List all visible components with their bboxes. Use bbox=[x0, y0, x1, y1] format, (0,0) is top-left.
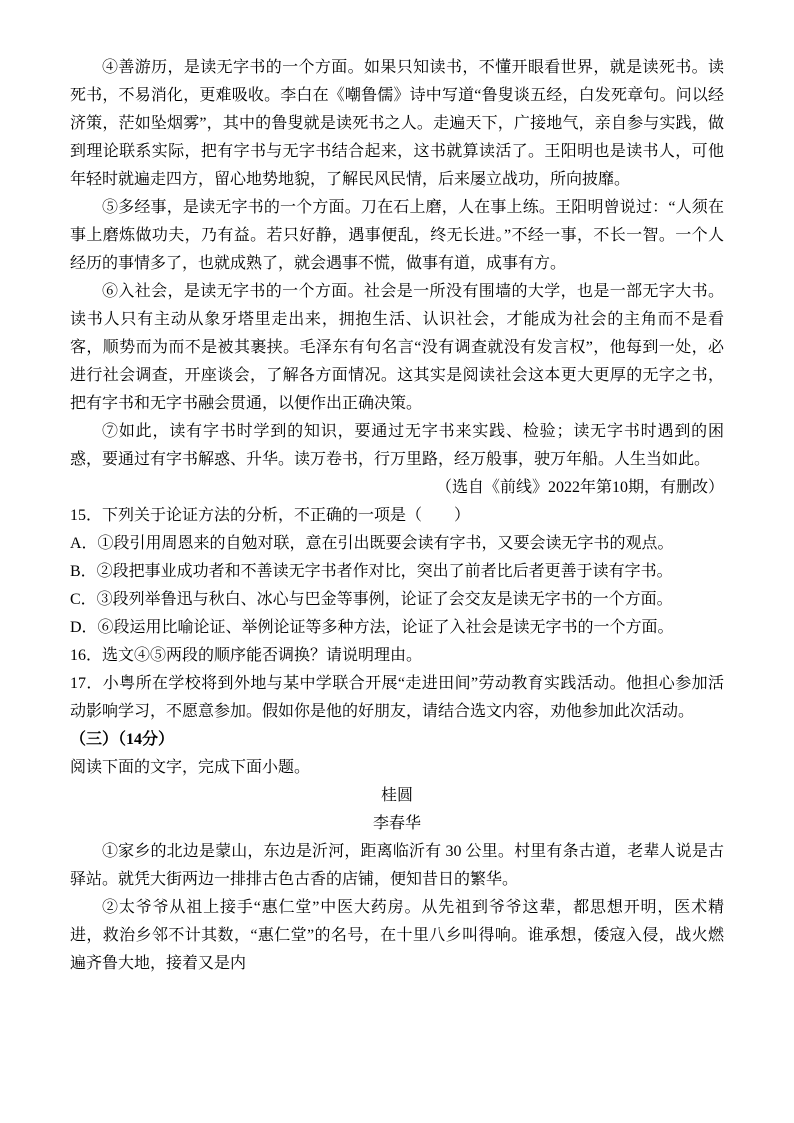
essay-paragraph-6: ⑥入社会，是读无字书的一个方面。社会是一所没有围墙的大学，也是一部无字大书。读书人只有主动从象牙塔里走出来，拥抱生活、认识社会，才能成为社会的主角而不是看客，顺势而为而不是被其裹挟。毛泽东有句名言“没有调查就没有发言权”，他每到一处，必进行社会调查，开座谈会，了解各方面情况。这其实是阅读社会这本更大更厚的无字之书，把有字书和无字书融会贯通，以便作出正确决策。 bbox=[70, 283, 724, 412]
question-15-option-a: A．①段引用周恩来的自勉对联，意在引出既要会读有字书，又要会读无字书的观点。 bbox=[70, 535, 674, 552]
section-3-heading: （三）（14分） bbox=[70, 731, 175, 748]
reading-author: 李春华 bbox=[372, 815, 421, 832]
essay-paragraph-7: ⑦如此，读有字书时学到的知识，要通过无字书来实践、检验；读无字书时遇到的困惑，要通过有字书解惑、升华。读万卷书，行万里路，经万般事，驶万年船。人生当如此。 bbox=[70, 423, 724, 468]
essay-paragraph-4: ④善游历，是读无字书的一个方面。如果只知读书，不懂开眼看世界，就是读死书。读死书，不易消化，更难吸收。李白在《嘲鲁儒》诗中写道“鲁叟谈五经，白发死章句。问以经济策，茫如坠烟雾”，其中的鲁叟就是读死书之人。走遍天下，广接地气，亲自参与实践，做到理论联系实际，把有字书与无字书结合起来，这书就算读活了。王阳明也是读书人，可他年轻时就遍走四方，留心地势地貌，了解民风民情，后来屡立战功，所向披靡。 bbox=[70, 59, 724, 188]
essay-paragraph-5: ⑤多经事，是读无字书的一个方面。刀在石上磨，人在事上练。王阳明曾说过：“人须在事上磨炼做功夫，乃有益。若只好静，遇事便乱，终无长进。”不经一事，不长一智。一个人经历的事情多了，也就成熟了，就会遇事不慌，做事有道，成事有方。 bbox=[70, 199, 724, 272]
question-15-stem: 15．下列关于论证方法的分析，不正确的一项是（ ） bbox=[70, 507, 471, 524]
reading-paragraph-2: ②太爷爷从祖上接手“惠仁堂”中医大药房。从先祖到爷爷这辈，都思想开明，医术精进，救治乡邻不计其数，“惠仁堂”的名号，在十里八乡叫得响。谁承想，倭寇入侵，战火燃遍齐鲁大地，接着又是内 bbox=[70, 899, 724, 972]
reading-title: 桂圆 bbox=[380, 787, 413, 804]
question-16: 16．选文④⑤两段的顺序能否调换？请说明理由。 bbox=[70, 647, 423, 664]
question-15-option-b: B．②段把事业成功者和不善读无字书者作对比，突出了前者比后者更善于读有字书。 bbox=[70, 563, 673, 580]
question-15-option-c: C．③段列举鲁迅与秋白、冰心与巴金等事例，论证了会交友是读无字书的一个方面。 bbox=[70, 591, 673, 608]
source-attribution: （选自《前线》2022年第10期，有删改） bbox=[435, 479, 724, 496]
reading-paragraph-1: ①家乡的北边是蒙山，东边是沂河，距离临沂有 30 公里。村里有条古道，老辈人说是古驿站。就凭大街两边一排排古色古香的店铺，便知昔日的繁华。 bbox=[70, 843, 724, 888]
question-15-option-d: D．⑥段运用比喻论证、举例论证等多种方法，论证了入社会是读无字书的一个方面。 bbox=[70, 619, 674, 636]
section-3-intro: 阅读下面的文字，完成下面小题。 bbox=[70, 759, 311, 776]
question-17: 17．小粤所在学校将到外地与某中学联合开展“走进田间”劳动教育实践活动。他担心参加活动影响学习，不愿意参加。假如你是他的好朋友，请结合选文内容，劝他参加此次活动。 bbox=[70, 675, 724, 720]
